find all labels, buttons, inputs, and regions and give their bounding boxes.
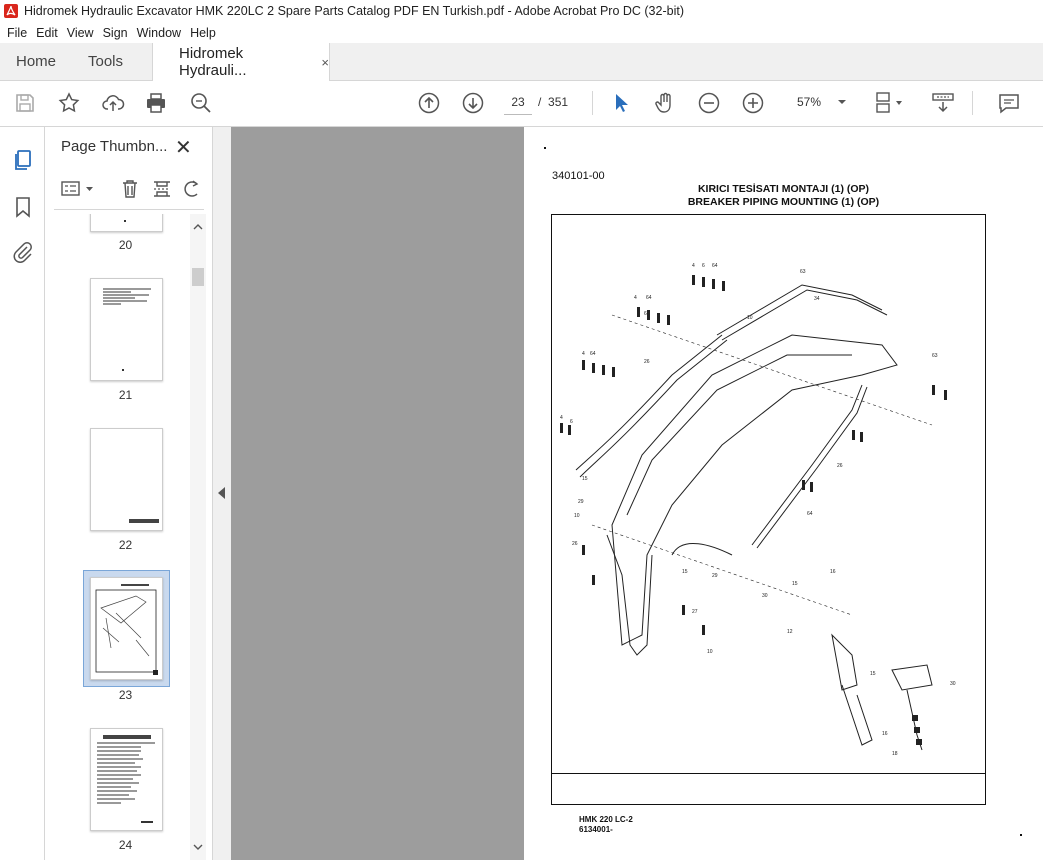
menu-help[interactable]: Help xyxy=(190,25,216,40)
thumbnail-label: 23 xyxy=(118,688,133,702)
panel-splitter[interactable] xyxy=(213,127,231,860)
tab-close-icon[interactable]: × xyxy=(321,54,329,70)
svg-text:29: 29 xyxy=(578,499,584,505)
svg-text:10: 10 xyxy=(747,315,753,321)
svg-text:26: 26 xyxy=(644,359,650,365)
svg-text:6: 6 xyxy=(702,263,705,269)
svg-text:64: 64 xyxy=(712,263,718,269)
svg-text:63: 63 xyxy=(932,353,938,359)
print-icon[interactable] xyxy=(144,91,168,115)
zoom-out-icon[interactable] xyxy=(697,91,721,115)
attachments-icon[interactable] xyxy=(11,240,35,264)
panel-title: Page Thumbn... xyxy=(61,138,168,155)
rotate-page-icon[interactable] xyxy=(183,178,199,200)
svg-text:64: 64 xyxy=(646,295,652,301)
tab-bar xyxy=(0,43,1043,81)
thumbnail-page[interactable] xyxy=(90,728,163,831)
svg-text:64: 64 xyxy=(807,511,813,517)
exploded-parts-diagram xyxy=(552,215,985,804)
page-separator: / xyxy=(538,95,542,109)
svg-text:4: 4 xyxy=(560,415,563,421)
footer-code: 6134001- xyxy=(579,825,613,834)
tab-tools-label: Tools xyxy=(88,53,124,70)
window-title: Hidromek Hydraulic Excavator HMK 220LC 2 Spare Parts Catalog PDF EN Turkish.pdf - Adobe Acrobat Pro DC (32-bit) xyxy=(24,4,684,18)
svg-text:10: 10 xyxy=(574,513,580,519)
tab-tools[interactable] xyxy=(88,43,123,80)
menu-file[interactable]: File xyxy=(7,25,28,40)
total-pages: 351 xyxy=(548,95,569,109)
menu-window[interactable]: Window xyxy=(136,25,182,40)
footer-model: HMK 220 LC-2 xyxy=(579,815,633,824)
page-mark xyxy=(1020,834,1022,836)
thumbnail-content xyxy=(91,729,162,830)
thumbnail-content xyxy=(91,279,162,380)
page-up-icon[interactable] xyxy=(417,91,441,115)
svg-text:16: 16 xyxy=(830,569,836,575)
menu-bar xyxy=(0,22,1043,43)
tab-home[interactable] xyxy=(16,43,56,80)
thumbnail-scrollbar-thumb[interactable] xyxy=(192,268,204,286)
page-total xyxy=(538,90,568,114)
thumbnail-label: 22 xyxy=(118,538,133,552)
svg-text:30: 30 xyxy=(762,593,768,599)
svg-text:15: 15 xyxy=(870,671,876,677)
acrobat-icon xyxy=(3,3,19,19)
svg-text:4: 4 xyxy=(634,295,637,301)
scroll-up-icon[interactable] xyxy=(192,222,204,232)
svg-text:34: 34 xyxy=(814,296,820,302)
svg-text:30: 30 xyxy=(950,681,956,687)
pdf-page xyxy=(524,127,1043,860)
thumbnail-label: 24 xyxy=(118,838,133,852)
svg-text:4: 4 xyxy=(692,263,695,269)
thumbnail-list xyxy=(45,214,190,860)
hand-icon[interactable] xyxy=(653,91,677,115)
tab-document-label: Hidromek Hydrauli... xyxy=(179,45,247,79)
page-thumbnails-icon[interactable] xyxy=(11,148,35,172)
document-title-tr: KIRICI TESİSATI MONTAJI (1) (OP) xyxy=(697,183,870,195)
tab-document[interactable] xyxy=(152,43,330,81)
svg-text:15: 15 xyxy=(682,569,688,575)
page-down-icon[interactable] xyxy=(461,91,485,115)
thumbnail-page[interactable] xyxy=(90,278,163,381)
scroll-down-icon[interactable] xyxy=(192,842,204,852)
svg-text:10: 10 xyxy=(707,649,713,655)
menu-sign[interactable]: Sign xyxy=(102,25,128,40)
svg-text:6: 6 xyxy=(570,419,573,425)
svg-text:64: 64 xyxy=(590,351,596,357)
page-fit-icon[interactable] xyxy=(874,91,904,115)
toolbar-divider xyxy=(592,91,593,115)
svg-text:12: 12 xyxy=(787,629,793,635)
menu-view[interactable]: View xyxy=(66,25,94,40)
comment-icon[interactable] xyxy=(997,91,1021,115)
zoom-value: 57% xyxy=(797,95,822,109)
svg-text:16: 16 xyxy=(882,731,888,737)
tab-home-label: Home xyxy=(16,53,57,70)
document-code: 340101-00 xyxy=(552,170,605,182)
thumbnail-label: 21 xyxy=(118,388,133,402)
drawing-frame xyxy=(551,214,986,805)
svg-text:18: 18 xyxy=(892,751,898,757)
select-cursor-icon[interactable] xyxy=(609,91,633,115)
svg-text:4: 4 xyxy=(582,351,585,357)
save-icon[interactable] xyxy=(13,91,37,115)
delete-page-icon[interactable] xyxy=(119,178,141,200)
svg-text:6: 6 xyxy=(644,311,647,317)
chevron-down-icon xyxy=(838,98,846,106)
thumbnail-scrollbar[interactable] xyxy=(190,214,206,860)
thumbnail-content xyxy=(91,429,162,530)
thumbnail-page-selected[interactable] xyxy=(90,577,163,680)
toolbar-divider xyxy=(972,91,973,115)
upload-cloud-icon[interactable] xyxy=(101,91,125,115)
document-title xyxy=(524,183,1043,209)
svg-text:26: 26 xyxy=(572,541,578,547)
search-zoom-icon[interactable] xyxy=(189,91,213,115)
left-rail xyxy=(0,127,45,860)
zoom-select[interactable] xyxy=(787,90,855,114)
thumbnail-content xyxy=(91,578,162,679)
bookmarks-icon[interactable] xyxy=(11,195,35,219)
zoom-in-icon[interactable] xyxy=(741,91,765,115)
extract-page-icon[interactable] xyxy=(151,178,173,200)
menu-edit[interactable]: Edit xyxy=(36,25,58,40)
thumbnail-page[interactable] xyxy=(90,428,163,531)
thumbnail-options-icon[interactable] xyxy=(61,179,97,199)
svg-text:27: 27 xyxy=(692,609,698,615)
svg-text:15: 15 xyxy=(582,476,588,482)
bookmark-star-icon[interactable] xyxy=(57,91,81,115)
svg-text:15: 15 xyxy=(792,581,798,587)
svg-text:29: 29 xyxy=(712,573,718,579)
page-number-input[interactable]: 23 xyxy=(504,90,532,115)
svg-text:63: 63 xyxy=(800,269,806,275)
page-mark xyxy=(544,147,546,149)
document-title-en: BREAKER PIPING MOUNTING (1) (OP) xyxy=(687,196,880,208)
panel-divider xyxy=(54,209,204,210)
svg-text:26: 26 xyxy=(837,463,843,469)
panel-close-icon[interactable]: ✕ xyxy=(175,137,192,159)
collapse-panel-icon[interactable] xyxy=(218,487,226,499)
title-bar xyxy=(0,0,1043,22)
frame-divider xyxy=(552,773,985,774)
thumbnail-page[interactable] xyxy=(90,214,163,232)
scroll-mode-icon[interactable] xyxy=(931,91,955,115)
thumbnail-label: 20 xyxy=(118,238,133,252)
